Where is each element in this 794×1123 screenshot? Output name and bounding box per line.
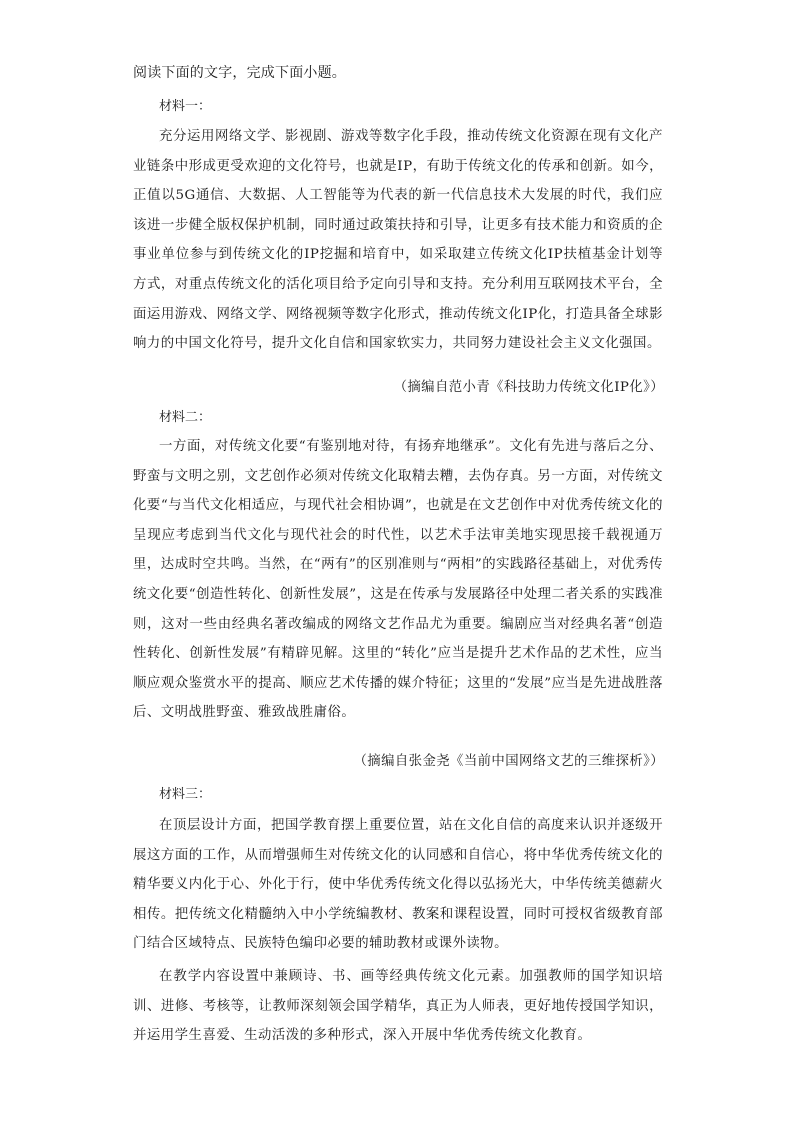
material2-paragraph: 一方面，对传统文化要“有鉴别地对待，有扬弃地继承”。文化有先进与落后之分、野蛮与文明之别，文艺创作必须对传统文化取精去糟，去伪存真。另一方面，对传统文化要“与当代文化相适应，与现代社会相协调”，也就是在文艺创作中对优秀传统文化的呈现应考虑到当代文化与现代社会的时代性，以艺术手法审美地实现思接千载视通万里，达成时空共鸣。当然，在“两有”的区别准则与“两相”的实践路径基础上，对优秀传统文化要“创造性转化、创新性发展”，这是在传承与发展路径中处理二者关系的实践准则，这对一些由经典名著改编成的网络文艺作品尤为重要。编剧应当对经典名著“创造性转化、创新性发展”有精辟见解。这里的“转化”应当是提升艺术作品的艺术性，应当顺应观众鉴赏水平的提高、顺应艺术传播的媒介特征；这里的“发展”应当是先进战胜落后、文明战胜野蛮、雅致战胜庸俗。 (133, 439, 663, 721)
material3-paragraph-2: 在教学内容设置中兼顾诗、书、画等经典传统文化元素。加强教师的国学知识培训、进修、考核等，让教师深刻领会国学精华，真正为人师表，更好地传授国学知识，并运用学生喜爱、生动活泼的多种形式，深入开展中华优秀传统文化教育。 (133, 969, 663, 1044)
material1-label: 材料一： (159, 99, 212, 114)
material2-source: （摘编自张金尧《当前中国网络文艺的三维探析》） (353, 754, 664, 769)
material1-source: （摘编自范小青《科技助力传统文化IP化》） (393, 380, 664, 395)
material2-label: 材料二： (159, 410, 212, 425)
reading-instruction: 阅读下面的文字，完成下面小题。 (133, 65, 346, 81)
material3-paragraph-1: 在顶层设计方面，把国学教育摆上重要位置，站在文化自信的高度来认识并逐级开展这方面的工作，从而增强师生对传统文化的认同感和自信心，将中华优秀传统文化的精华要义内化于心、外化于行，使中华优秀传统文化得以弘扬光大，中华传统美德薪火相传。把传统文化精髓纳入中小学统编教材、教案和课程设置，同时可授权省级教育部门结合区域特点、民族特色编印必要的辅助教材或课外读物。 (133, 818, 663, 952)
material1-paragraph: 充分运用网络文学、影视剧、游戏等数字化手段，推动传统文化资源在现有文化产业链条中形成更受欢迎的文化符号，也就是IP，有助于传统文化的传承和创新。如今，正值以5G通信、大数据、人工智能等为代表的新一代信息技术大发展的时代，我们应该进一步健全版权保护机制，同时通过政策扶持和引导，让更多有技术能力和资质的企事业单位参与到传统文化的IP挖掘和培育中，如采取建立传统文化IP扶植基金计划等方式，对重点传统文化的活化项目给予定向引导和支持。充分利用互联网技术平台，全面运用游戏、网络文学、网络视频等数字化形式，推动传统文化IP化，打造具备全球影响力的中国文化符号，提升文化自信和国家软实力，共同努力建设社会主义文化强国。 (133, 129, 663, 352)
material3-label: 材料三： (159, 787, 212, 802)
